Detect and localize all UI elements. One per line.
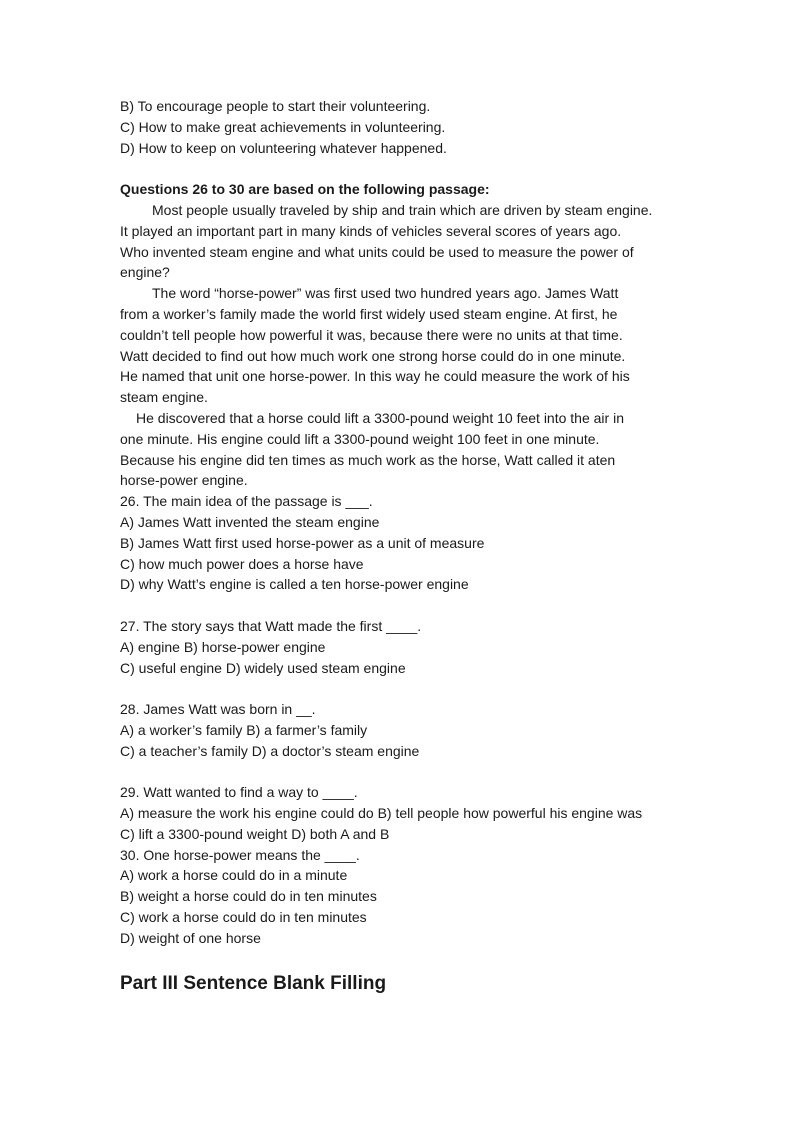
answer-option: A) engine B) horse-power engine [120, 638, 326, 655]
reading-passage [120, 200, 680, 491]
answer-option: C) how much power does a horse have [120, 555, 364, 572]
question-stem: 28. James Watt was born in __. [120, 701, 316, 718]
spacer [120, 678, 680, 699]
question-stem: 26. The main idea of the passage is ___. [120, 493, 373, 510]
answer-option: A) a worker’s family B) a farmer’s family [120, 721, 368, 738]
answer-option: A) measure the work his engine could do B) tell people how powerful his engine was [120, 805, 643, 822]
question-block [120, 782, 680, 844]
question-block [120, 845, 680, 949]
passage-line: Who invented steam engine and what units could be used to measure the power of [120, 243, 634, 260]
question-block [120, 491, 680, 616]
question-block [120, 699, 680, 782]
option-line: C) How to make great achievements in volunteering. [120, 118, 446, 135]
question-block [120, 616, 680, 699]
passage-line: Because his engine did ten times as much work as the horse, Watt called it aten [120, 451, 616, 468]
answer-option: C) a teacher’s family D) a doctor’s steam engine [120, 742, 420, 759]
passage-line: from a worker’s family made the world first widely used steam engine. At first, he [120, 305, 618, 322]
spacer [120, 595, 680, 616]
question-list [120, 491, 680, 949]
passage-line: Watt decided to find out how much work one strong horse could do in one minute. [120, 347, 626, 364]
previous-question-options [120, 96, 680, 158]
passage-line: horse-power engine. [120, 472, 248, 489]
answer-option: A) James Watt invented the steam engine [120, 513, 380, 530]
question-stem: 30. One horse-power means the ____. [120, 846, 360, 863]
spacer [120, 762, 680, 783]
section-title: Questions 26 to 30 are based on the following passage: [120, 181, 490, 198]
question-stem: 29. Watt wanted to find a way to ____. [120, 784, 358, 801]
option-line: B) To encourage people to start their volunteering. [120, 98, 431, 114]
answer-option: C) lift a 3300-pound weight D) both A and B [120, 825, 390, 842]
answer-option: C) work a horse could do in ten minutes [120, 909, 367, 926]
answer-option: D) why Watt’s engine is called a ten horse-power engine [120, 576, 469, 593]
passage-line: one minute. His engine could lift a 3300-pound weight 100 feet in one minute. [120, 430, 600, 447]
option-line: D) How to keep on volunteering whatever happened. [120, 139, 447, 156]
passage-line: engine? [120, 264, 170, 281]
question-stem: 27. The story says that Watt made the first ____. [120, 617, 422, 634]
answer-option: B) weight a horse could do in ten minutes [120, 888, 377, 905]
passage-line: He named that unit one horse-power. In this way he could measure the work of his [120, 368, 630, 385]
passage-line: steam engine. [120, 389, 208, 406]
answer-option: B) James Watt first used horse-power as a unit of measure [120, 534, 485, 551]
passage-line: Most people usually traveled by ship and train which are driven by steam engine. [152, 201, 653, 218]
passage-line: The word “horse-power” was first used two hundred years ago. James Watt [152, 285, 619, 302]
spacer [120, 158, 680, 179]
part-heading: Part III Sentence Blank Filling [120, 972, 387, 994]
page-content [120, 96, 680, 997]
passage-line: couldn’t tell people how powerful it was, because there were no units at that time. [120, 326, 623, 343]
answer-option: A) work a horse could do in a minute [120, 867, 348, 884]
answer-option: C) useful engine D) widely used steam engine [120, 659, 406, 676]
passage-line: He discovered that a horse could lift a 3300-pound weight 10 feet into the air in [136, 409, 624, 426]
answer-option: D) weight of one horse [120, 929, 261, 946]
passage-line: It played an important part in many kinds of vehicles several scores of years ago. [120, 222, 622, 239]
